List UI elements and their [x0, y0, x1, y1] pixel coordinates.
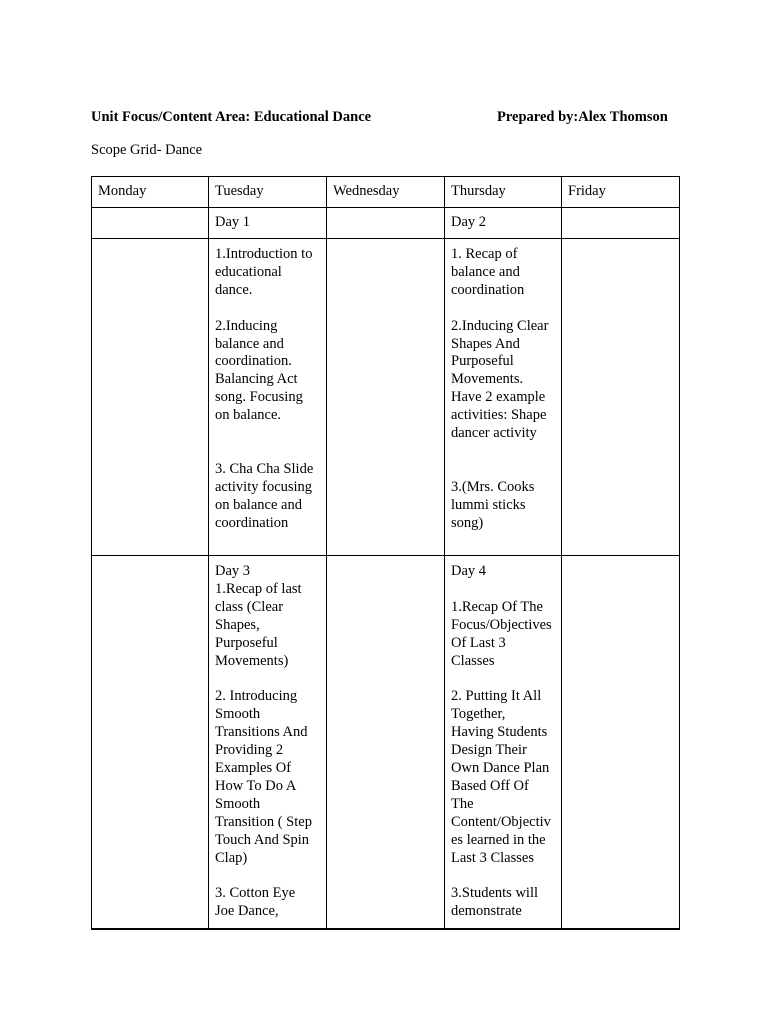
- table-header-row: [92, 177, 680, 208]
- day-cell-wednesday: [327, 208, 445, 239]
- content1-wednesday: [327, 239, 445, 556]
- table-row: [92, 239, 680, 556]
- day-cell-monday: [92, 208, 209, 239]
- header-friday: Friday: [562, 177, 680, 208]
- scope-grid-title: Scope Grid- Dance: [91, 142, 203, 158]
- header-tuesday: Tuesday: [209, 177, 327, 208]
- day-cell-thursday: Day 2: [445, 208, 562, 239]
- day-cell-tuesday: Day 1: [209, 208, 327, 239]
- day-cell-friday: [562, 208, 680, 239]
- table-row: [92, 208, 680, 239]
- content2-tuesday: Day 3 1.Recap of last class (Clear Shapes, Purposeful Movements) 2. Introducing Smooth Transitions And Providing 2 Examples Of How To Do A Smooth Transition ( Step Touch And Spin Clap) 3. Cotton Eye Joe Dance,: [209, 556, 327, 930]
- header-wednesday: Wednesday: [327, 177, 445, 208]
- content1-friday: [562, 239, 680, 556]
- content2-thursday: Day 4 1.Recap Of The Focus/Objectives Of Last 3 Classes 2. Putting It All Together, Having Students Design Their Own Dance Plan Based Off Of The Content/Objectiv es learned in the Last 3 Classes 3.Students will demonstrate: [445, 556, 562, 930]
- content1-tuesday: 1.Introduction to educational dance. 2.Inducing balance and coordination. Balancing Act song. Focusing on balance. 3. Cha Cha Slide activity focusing on balance and coordination: [209, 239, 327, 556]
- prepared-by-heading: Prepared by:Alex Thomson: [497, 109, 668, 125]
- table-row: [92, 556, 680, 930]
- content2-friday: [562, 556, 680, 930]
- unit-focus-heading: Unit Focus/Content Area: Educational Dance: [91, 109, 372, 125]
- header-thursday: Thursday: [445, 177, 562, 208]
- header-monday: Monday: [92, 177, 209, 208]
- content2-monday: [92, 556, 209, 930]
- content1-monday: [92, 239, 209, 556]
- scope-grid-table: [91, 176, 680, 930]
- content1-thursday: 1. Recap of balance and coordination 2.Inducing Clear Shapes And Purposeful Movements. Have 2 example activities: Shape dancer activity 3.(Mrs. Cooks lummi sticks song): [445, 239, 562, 556]
- content2-wednesday: [327, 556, 445, 930]
